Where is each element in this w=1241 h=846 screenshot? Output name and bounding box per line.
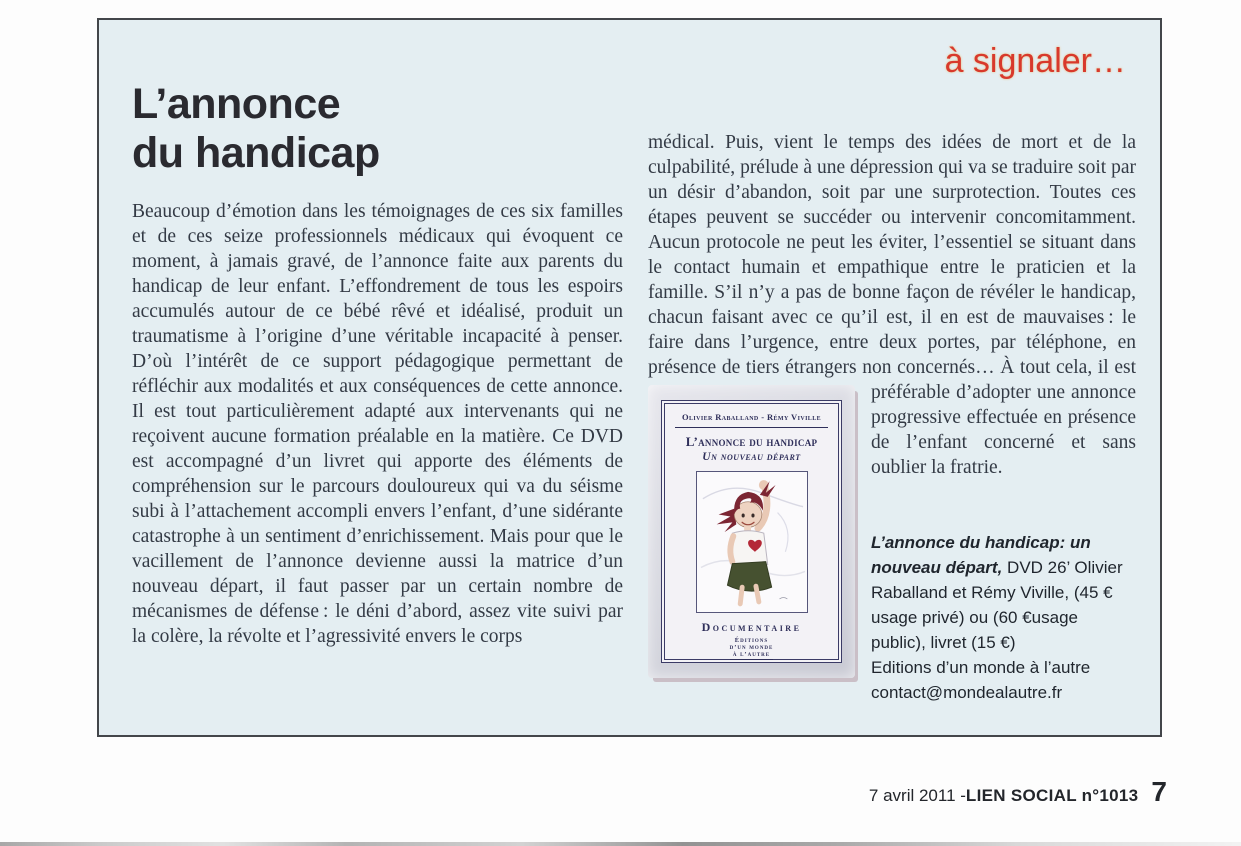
footer-date: 7 avril 2011 - [868,786,966,805]
dvd-cover [648,385,855,678]
right-column [648,130,1136,705]
footer-page-number: 7 [1151,776,1167,807]
article-box [97,18,1162,737]
caption-contact-email: contact@mondealautre.fr [871,683,1063,702]
dvd-publisher-line1: Éditions [734,637,769,644]
title-line-1: L’annonce [132,80,341,128]
right-text-after-image: cela, il est préférable d’adopter une annonce progressive effectuée en présence de l’enfant concerné et sans oublier la fratrie. [871,357,1136,478]
dvd-authors: Olivier Raballand - Rémy Viville [681,412,822,422]
caption-details: DVD 26’ Olivier Raballand et Rémy Viville, (45 € usage privé) ou (60 €usage public), livret (15 €) [871,558,1123,652]
dvd-title: L’annonce du handicap [685,434,818,449]
section-kicker: à signaler… [944,42,1126,80]
dvd-publisher-line2: d’un monde [729,644,774,651]
footer-journal-title: LIEN SOCIAL n°1013 [965,786,1139,805]
dvd-cover-frame [661,400,842,663]
dvd-rule-divider [675,427,829,428]
right-text-before-image: médical. Puis, vient le temps des idées de mort et de la culpabilité, prélude à une dépression qui va se traduire soit par un désir d’abandon, soit par une surprotection. Toutes ces étapes peuvent se succéder ou intervenir concomitamment. Aucun protocole ne peut les éviter, l’essentiel se situant dans le contact humain et empathique entre le praticien et la famille. S’il n’y a pas de bonne façon de révéler le handicap, chacun faisant avec ce qu’il est, il en est de mauvaises : le faire dans l’urgence, entre deux portes, par téléphone, en présence de tiers étrangers non concernés… À tout [648,132,1136,378]
dvd-subtitle: Un nouveau départ [702,451,801,463]
scan-edge-artifact [0,842,1241,846]
article-title [132,80,623,178]
dvd-caption [870,530,1136,705]
dvd-publisher-logo [730,637,774,660]
dvd-illustration-girl [696,471,808,613]
page-footer [869,776,1167,808]
left-column [132,80,623,649]
title-line-2: du handicap [132,129,380,177]
caption-publisher: Editions d’un monde à l’autre [871,658,1091,677]
left-column-text: Beaucoup d’émotion dans les témoignages de ces six familles et de ces seize professionnels médicaux qui évoquent ce moment, à jamais gravé, de l’annonce faite aux parents du handicap de leur enfant. L’effondrement de tous les espoirs accumulés autour de ce bébé rêvé et idéalisé, produit un traumatisme à l’origine d’une véritable incapacité à penser. D’où l’intérêt de ce support pédagogique permettant de réfléchir aux modalités et aux conséquences de cette annonce. Il est tout particulièrement adapté aux intervenants qui ne reçoivent aucune formation préalable en la matière. Ce DVD est accompagné d’un livret qui apporte des éléments de compréhension sur le parcours douloureux qui va du séisme subi à l’attachement accompli envers l’enfant, d’une sidérante catastrophe à un sentiment d’enrichissement. Mais pour que le vacillement de l’annonce devienne aussi la matrice d’un nouveau départ, il faut passer par un certain nombre de mécanismes de défense : le déni d’abord, assez vite suivi par la colère, la révolte et l’agressivité envers le corps [132,201,623,647]
caption-title: L’annonce du handicap: un nouveau départ, [871,533,1091,577]
dvd-genre-label: Documentaire [701,620,802,634]
dvd-publisher-line3: à l’autre [732,651,771,658]
